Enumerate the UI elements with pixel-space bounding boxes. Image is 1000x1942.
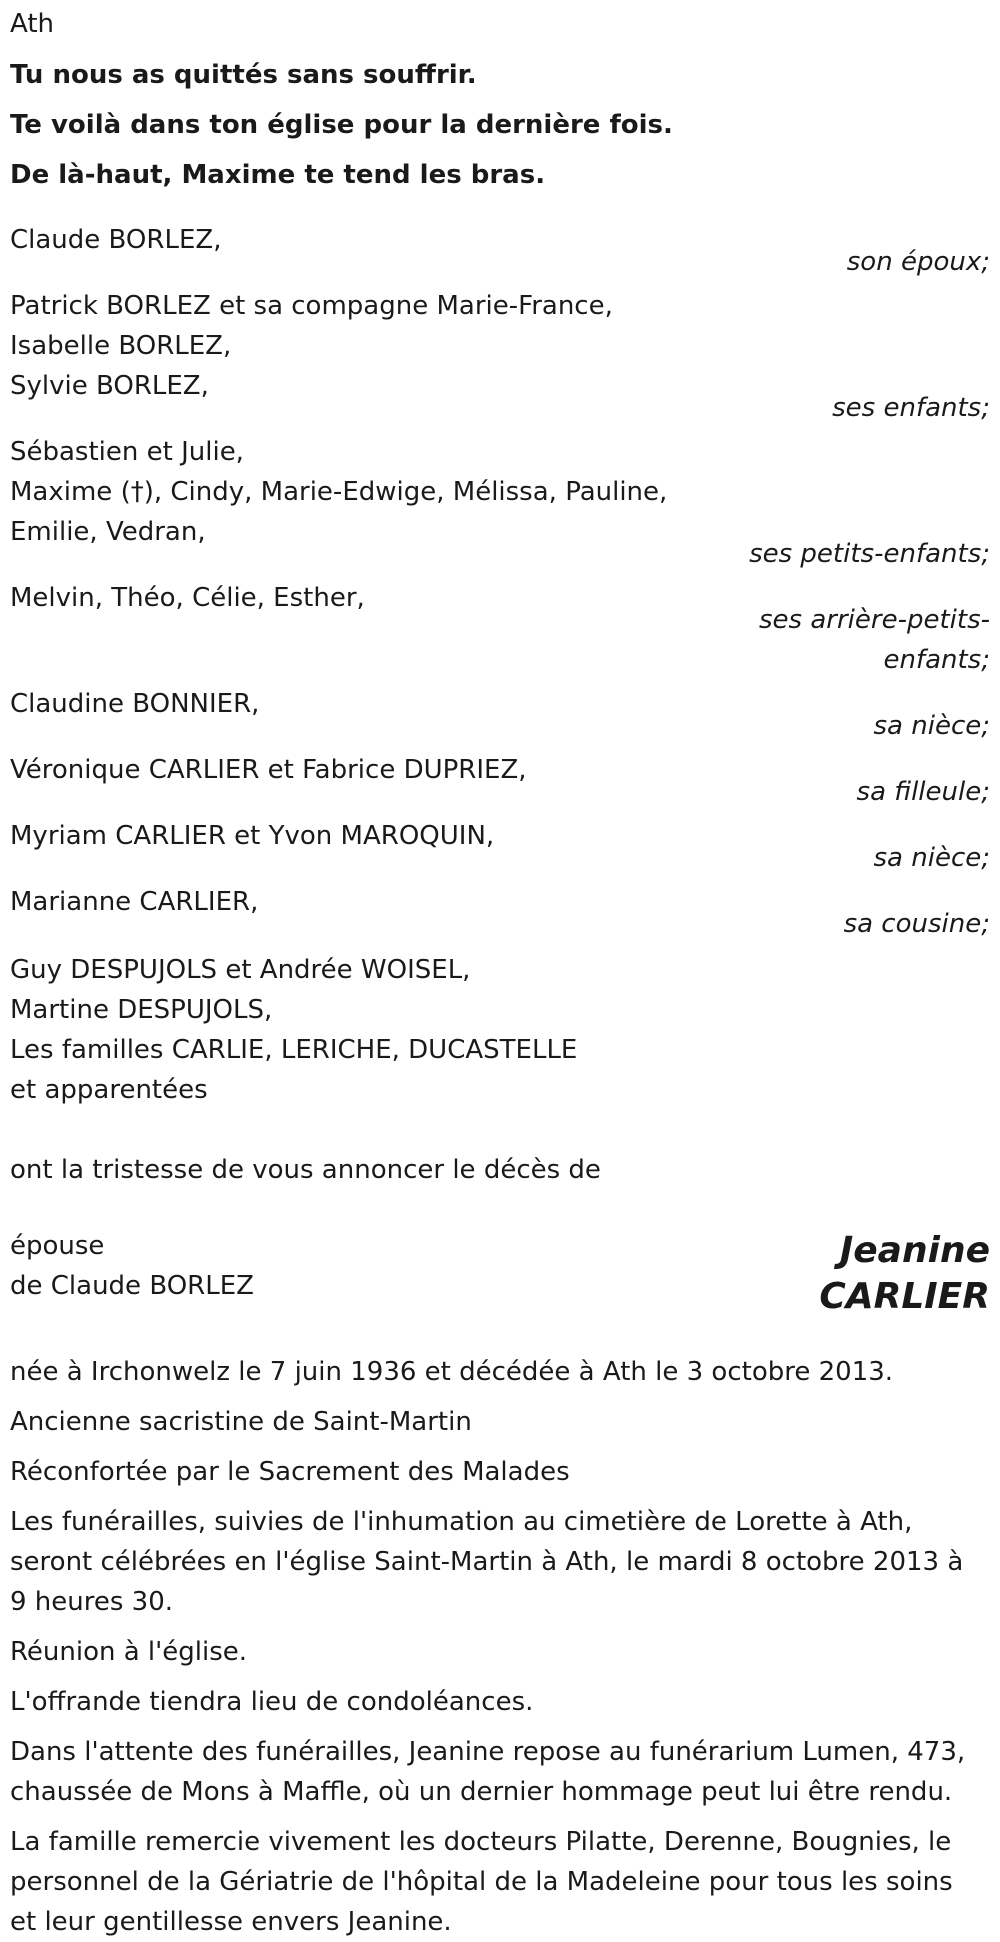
detail-paragraph — [10, 1502, 990, 1622]
poem-line: De là-haut, Maxime te tend les bras. — [10, 160, 546, 190]
paragraph-line: L'offrande tiendra lieu de condoléances. — [10, 1687, 534, 1717]
paragraph-line: Ancienne sacristine de Saint-Martin — [10, 1407, 472, 1437]
paragraph-line: seront célébrées en l'église Saint-Martin à Ath, le mardi 8 octobre 2013 à — [10, 1547, 964, 1577]
poem-line: Te voilà dans ton église pour la dernière fois. — [10, 110, 673, 140]
relative-line: Les familles CARLIE, LERICHE, DUCASTELLE — [10, 1035, 578, 1065]
spouse-line: épouse — [10, 1231, 105, 1261]
family-group — [10, 432, 990, 574]
family-group — [10, 286, 990, 428]
paragraph-line: La famille remercie vivement les docteurs Pilatte, Derenne, Bougnies, le — [10, 1827, 952, 1857]
family-name-line: Myriam CARLIER et Yvon MAROQUIN, — [10, 821, 495, 851]
detail-paragraph — [10, 1682, 990, 1722]
relation-label: son époux; — [846, 247, 990, 277]
spouse-info — [10, 1226, 254, 1306]
paragraph-line: 9 heures 30. — [10, 1587, 174, 1617]
paragraph-line: Réconfortée par le Sacrement des Malades — [10, 1457, 570, 1487]
city-label: Ath — [10, 9, 55, 39]
family-group — [10, 750, 990, 812]
family-group — [10, 684, 990, 746]
family-name-line: Marianne CARLIER, — [10, 887, 259, 917]
other-relatives — [10, 950, 990, 1110]
family-name-line: Véronique CARLIER et Fabrice DUPRIEZ, — [10, 755, 527, 785]
deceased-first-name: Jeanine — [839, 1230, 990, 1271]
paragraph-line: Les funérailles, suivies de l'inhumation au cimetière de Lorette à Ath, — [10, 1507, 913, 1537]
poem-line: Tu nous as quittés sans souffrir. — [10, 60, 477, 90]
family-group — [10, 578, 990, 680]
deceased-name — [819, 1228, 990, 1320]
family-name-line: Isabelle BORLEZ, — [10, 331, 232, 361]
family-group — [10, 882, 990, 944]
family-group — [10, 816, 990, 878]
relation-label: sa cousine; — [843, 909, 990, 939]
family-list — [10, 220, 990, 944]
relation-label: ses arrière-petits- — [759, 605, 990, 635]
relation-label: ses petits-enfants; — [749, 539, 990, 569]
family-name-line: Emilie, Vedran, — [10, 517, 206, 547]
relation-label: sa filleule; — [856, 777, 990, 807]
paragraph-line: personnel de la Gériatrie de l'hôpital de la Madeleine pour tous les soins — [10, 1867, 953, 1897]
family-name-line: Melvin, Théo, Célie, Esther, — [10, 583, 365, 613]
paragraph-line: Réunion à l'église. — [10, 1637, 248, 1667]
deceased-block — [10, 1226, 990, 1336]
detail-paragraph — [10, 1822, 990, 1942]
family-name-line: Sébastien et Julie, — [10, 437, 244, 467]
relative-line: et apparentées — [10, 1075, 208, 1105]
announcement-text: ont la tristesse de vous annoncer le décès de — [10, 1155, 601, 1185]
detail-paragraph — [10, 1352, 990, 1392]
family-name-line: Claudine BONNIER, — [10, 689, 260, 719]
family-group — [10, 220, 990, 282]
relation-label: sa nièce; — [873, 843, 990, 873]
poem — [10, 50, 990, 200]
relative-line: Martine DESPUJOLS, — [10, 995, 273, 1025]
family-name-line: Patrick BORLEZ et sa compagne Marie-France, — [10, 291, 613, 321]
detail-paragraph — [10, 1452, 990, 1492]
family-name-line: Maxime (†), Cindy, Marie-Edwige, Mélissa, Pauline, — [10, 477, 668, 507]
paragraph-line: et leur gentillesse envers Jeanine. — [10, 1907, 452, 1937]
deceased-last-name: CARLIER — [819, 1276, 990, 1317]
family-name-line: Sylvie BORLEZ, — [10, 371, 209, 401]
relation-label: sa nièce; — [873, 711, 990, 741]
relation-label: ses enfants; — [832, 393, 990, 423]
relative-line: Guy DESPUJOLS et Andrée WOISEL, — [10, 955, 471, 985]
detail-paragraph — [10, 1732, 990, 1812]
relation-label: enfants; — [883, 645, 990, 675]
paragraph-line: née à Irchonwelz le 7 juin 1936 et décédée à Ath le 3 octobre 2013. — [10, 1357, 894, 1387]
details-section — [10, 1352, 990, 1942]
paragraph-line: Dans l'attente des funérailles, Jeanine repose au funérarium Lumen, 473, — [10, 1737, 966, 1767]
paragraph-line: chaussée de Mons à Maffle, où un dernier hommage peut lui être rendu. — [10, 1777, 953, 1807]
detail-paragraph — [10, 1632, 990, 1672]
family-name-line: Claude BORLEZ, — [10, 225, 222, 255]
spouse-line: de Claude BORLEZ — [10, 1271, 254, 1301]
detail-paragraph — [10, 1402, 990, 1442]
